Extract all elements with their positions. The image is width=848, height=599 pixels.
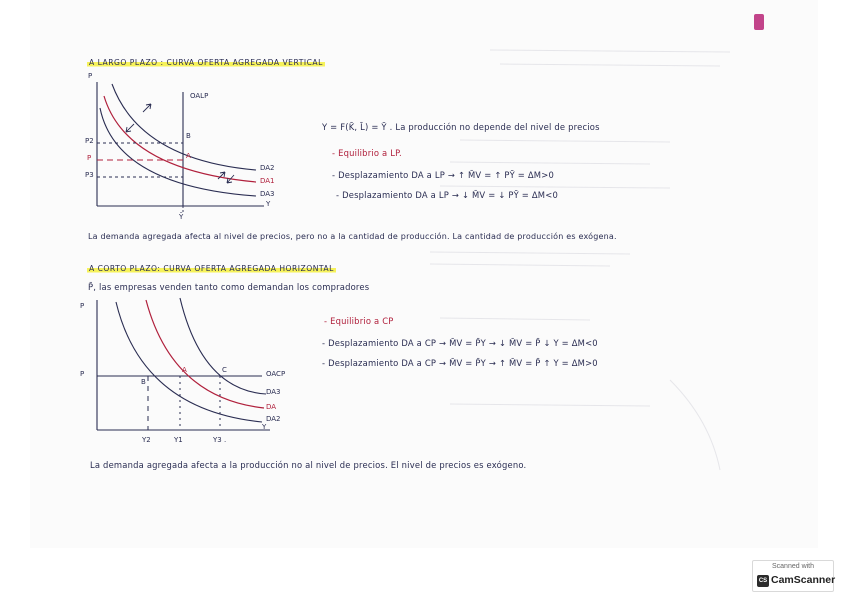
- lr-da2-curve: [112, 84, 256, 170]
- lr-da1-curve: [104, 96, 256, 182]
- sr-axis-y-label: Y: [262, 423, 267, 431]
- short-run-title: A CORTO PLAZO: CURVA OFERTA AGREGADA HORIZONTAL: [89, 264, 334, 273]
- sr-bullet-shift-down: - Desplazamiento DA a CP → M̄V = P̄Y → ↓ M̄V = P̄ ↓ Y = ΔM<0: [322, 338, 598, 348]
- sr-da-curve: [146, 300, 264, 408]
- sr-y2-label: Y2: [142, 436, 151, 444]
- short-run-graph: [97, 298, 270, 430]
- lr-p-label: P: [87, 154, 92, 162]
- lr-da3-label: DA3: [260, 190, 275, 198]
- long-run-graph: [97, 82, 264, 214]
- sr-oacp-label: OACP: [266, 370, 286, 378]
- sr-point-c: C: [222, 366, 227, 374]
- lr-oalp-label: OALP: [190, 92, 209, 100]
- sr-bullet-shift-up: - Desplazamiento DA a CP → M̄V = P̄Y → ↑ M̄V = P̄ ↑ Y = ΔM>0: [322, 358, 598, 368]
- lr-p2-label: P2: [85, 137, 94, 145]
- camscanner-name: CamScanner: [771, 574, 836, 586]
- lr-axis-y-label: Y: [266, 200, 271, 208]
- sr-point-a: A: [182, 366, 187, 374]
- long-run-title: A LARGO PLAZO : CURVA OFERTA AGREGADA VERTICAL: [89, 58, 323, 67]
- lr-conclusion: La demanda agregada afecta al nivel de precios, pero no a la cantidad de producción. La cantidad de producción es exógena.: [88, 232, 617, 241]
- sr-bullet-equilibrium: - Equilibrio a CP: [324, 316, 394, 326]
- scanned-with-text: Scanned with: [771, 563, 815, 570]
- lr-production-formula: Y = F(K̄, L̄) = Ȳ . La producción no depende del nivel de precios: [322, 122, 600, 132]
- lr-bullet-shift-up: - Desplazamiento DA a LP → ↑ M̄V = ↑ PȲ = ΔM>0: [332, 170, 554, 180]
- sr-da3-label: DA3: [266, 388, 281, 396]
- sr-axis-p-label: P: [80, 302, 85, 310]
- lr-axis-p-label: P: [88, 72, 93, 80]
- sr-point-b: B: [141, 378, 146, 386]
- show-through-marks: [430, 50, 730, 470]
- camscanner-watermark: [752, 560, 834, 592]
- sr-da-label: DA: [266, 403, 277, 411]
- lr-p3-label: P3: [85, 171, 94, 179]
- sr-y3-label: Y3 .: [213, 436, 227, 444]
- lr-da2-label: DA2: [260, 164, 275, 172]
- sr-conclusion: La demanda agregada afecta a la producción no al nivel de precios. El nivel de precios es exógeno.: [90, 460, 527, 470]
- lr-da1-label: DA1: [260, 177, 275, 185]
- notebook-page: [30, 0, 818, 548]
- lr-ybar-label: Ȳ: [179, 213, 184, 221]
- sr-p-level-label: P: [80, 370, 85, 378]
- lr-point-b: B: [186, 132, 191, 140]
- sr-intro: P̄, las empresas venden tanto como demandan los compradores: [88, 282, 370, 292]
- sr-y1-label: Y1: [174, 436, 183, 444]
- lr-point-a: A: [186, 152, 191, 160]
- page-tab-marker: [754, 14, 764, 30]
- camscanner-logo-icon: CS: [757, 575, 769, 587]
- lr-bullet-shift-down: - Desplazamiento DA a LP → ↓ M̄V = ↓ PȲ = ΔM<0: [336, 190, 558, 200]
- lr-bullet-equilibrium: - Equilibrio a LP.: [332, 148, 402, 158]
- sr-da2-label: DA2: [266, 415, 281, 423]
